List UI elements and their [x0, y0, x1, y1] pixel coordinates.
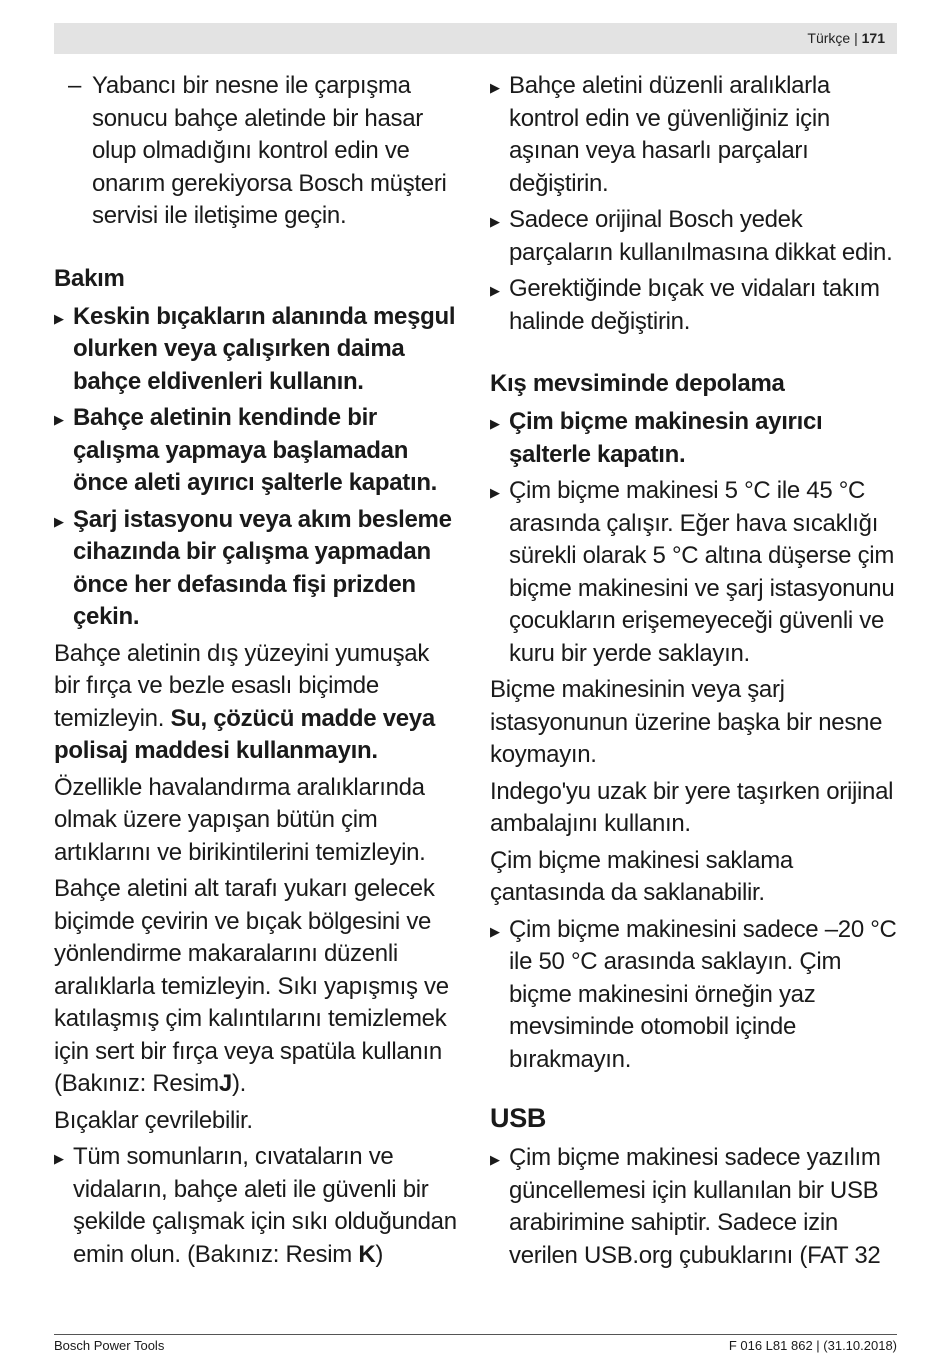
bullet-text: Çim biçme makinesini sadece –20 °C ile 50 °C arasında saklayın. Çim biçme makinesini örneğin yaz mevsiminde otomobil içinde bırakmayın. — [509, 915, 897, 1073]
page-header — [807, 30, 885, 46]
bold-bullet — [490, 406, 902, 471]
bullet-triangle-icon — [490, 273, 509, 338]
dash-list-item — [54, 70, 459, 233]
dash-item-text: Yabancı bir nesne ile çarpışma sonucu bahçe aletinde bir hasar olup olmadığını kontrol edin ve onarım gerekiyorsa Bosch müşteri servisi ile iletişime geçin. — [92, 72, 447, 229]
bullet-text: Sadece orijinal Bosch yedek parçaların kullanılmasına dikkat edin. — [509, 206, 893, 266]
bullet-text: Gerektiğinde bıçak ve vidaları takım halinde değiştirin. — [509, 275, 880, 335]
paragraph-ventilation: Özellikle havalandırma aralıklarında olmak üzere yapışan bütün çim artıklarını ve birikintilerini temizleyin. — [54, 773, 426, 866]
header-separator: | — [854, 30, 858, 46]
paragraph: Biçme makinesinin veya şarj istasyonunun üzerine başka bir nesne koymayın. — [490, 676, 883, 768]
bullet-triangle-icon — [54, 301, 73, 399]
paragraph: Indego'yu uzak bir yere taşırken orijinal ambalajını kullanın. — [490, 777, 894, 837]
bullet-triangle-icon — [490, 1142, 509, 1272]
heading-winter-storage: Kış mevsiminde depolama — [490, 370, 785, 397]
bullet-triangle-icon — [490, 204, 509, 269]
paragraph-text: Bahçe aletini alt tarafı yukarı gelecek biçimde çevirin ve bıçak bölgesini ve yönlendirme makaralarını düzenli aralıklarla temizleyin. Sıkı yapışmış ve katılaşmış çim kalıntılarını temizlemek için sert bir fırça veya spatüla kullanın (Bakınız: Resim — [54, 875, 449, 1097]
page-number: 171 — [861, 30, 885, 46]
figure-ref: J — [218, 1070, 232, 1097]
bullet-triangle-icon — [54, 1141, 73, 1271]
bold-bullet-text: Çim biçme makinesin ayırıcı şalterle kapatın. — [509, 408, 823, 468]
bullet-text-end: ) — [375, 1240, 384, 1268]
paragraph-blades: Bıçaklar çevrilebilir. — [54, 1106, 253, 1134]
bullet-triangle-icon — [54, 402, 73, 500]
paragraph-cleaning — [54, 638, 459, 768]
paragraph-text: Bahçe aletinin dış yüzeyini yumuşak bir fırça ve bezle esaslı biçimde temizleyin. — [54, 639, 430, 732]
bullet-item — [490, 1142, 902, 1272]
bullet-triangle-icon — [490, 914, 509, 1077]
heading-usb: USB — [490, 1103, 547, 1133]
bold-bullet — [54, 504, 459, 634]
left-column — [54, 70, 459, 1275]
bullet-item — [54, 1141, 459, 1271]
bullet-triangle-icon — [54, 504, 73, 634]
bold-bullet-text: Bahçe aletinin kendinde bir çalışma yapmaya başlamadan önce aleti ayırıcı şalterle kapatın. — [73, 404, 438, 496]
footer-brand: Bosch Power Tools — [54, 1338, 165, 1353]
right-column — [490, 70, 902, 1276]
bullet-triangle-icon — [490, 406, 509, 471]
bold-bullet — [54, 301, 459, 399]
bullet-item — [490, 475, 902, 670]
paragraph-bold-text: Su, çözücü madde veya polisaj maddesi kullanmayın. — [54, 704, 435, 764]
paragraph: Çim biçme makinesi saklama çantasında da saklanabilir. — [490, 846, 793, 906]
bullet-triangle-icon — [490, 70, 509, 200]
bullet-text: Çim biçme makinesi sadece yazılım güncellemesi için kullanılan bir USB arabirimine sahiptir. Sadece izin verilen USB.org çubuklarını (FAT 32 — [509, 1144, 881, 1269]
dash-mark: – — [68, 72, 82, 99]
bullet-triangle-icon — [490, 475, 509, 670]
bullet-item — [490, 914, 902, 1077]
figure-ref: K — [358, 1240, 376, 1268]
bullet-text: Bahçe aletini düzenli aralıklarla kontrol edin ve güvenliğiniz için aşınan veya hasarlı parçaları değiştirin. — [509, 72, 830, 197]
bold-bullet — [54, 402, 459, 500]
header-language: Türkçe — [807, 30, 851, 46]
bullet-text-normal: Tüm somunların, cıvataların ve vidaların, bahçe aleti ile güvenli bir şekilde çalışmak için sıkı olduğundan emin olun. (Bakınız: Resim — [73, 1143, 457, 1268]
footer-doc-id: F 016 L81 862 | (31.10.2018) — [728, 1338, 897, 1353]
paragraph-blade-area — [54, 873, 459, 1101]
bold-bullet-text: Keskin bıçakların alanında meşgul olurken veya çalışırken daima bahçe eldivenleri kullanın. — [73, 302, 456, 395]
paragraph-end: ). — [231, 1070, 246, 1097]
page-footer — [54, 1334, 897, 1353]
bullet-item — [490, 204, 902, 269]
bullet-text — [73, 1141, 459, 1271]
bullet-text: Çim biçme makinesi 5 °C ile 45 °C arasında çalışır. Eğer hava sıcaklığı sürekli olarak 5 °C altına düşerse çim biçme makinesini ve şarj istasyonunu çocukların erişemeyeceği güvenli ve kuru bir yerde saklayın. — [509, 477, 895, 667]
bold-bullet-text: Şarj istasyonu veya akım besleme cihazında bir çalışma yapmadan önce her defasında fişi prizden çekin. — [73, 505, 452, 630]
bullet-item — [490, 273, 902, 338]
heading-bakim: Bakım — [54, 264, 125, 292]
header-bar — [54, 23, 897, 54]
bullet-item — [490, 70, 902, 200]
